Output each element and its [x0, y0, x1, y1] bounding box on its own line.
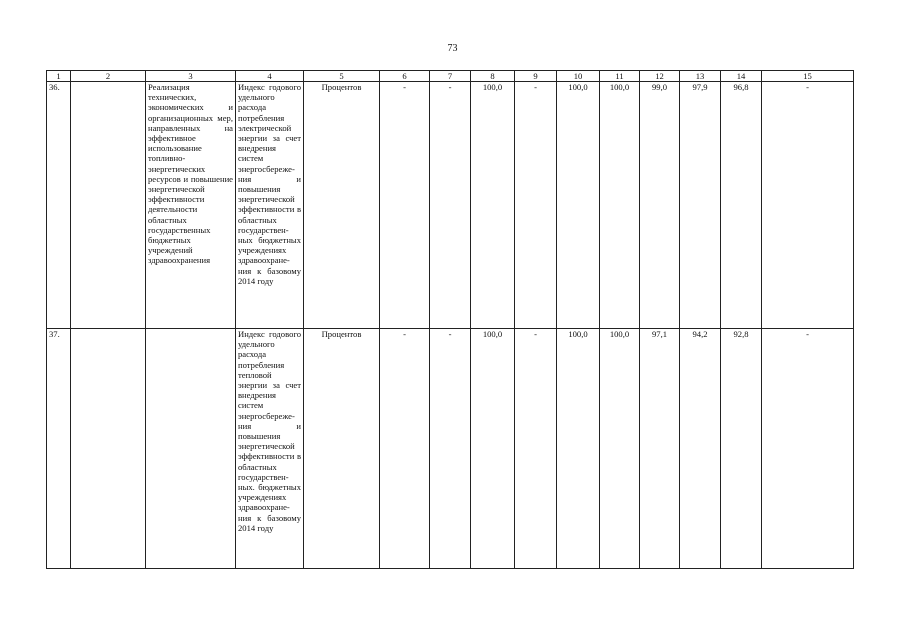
- value-cell: 100,0: [557, 82, 600, 329]
- column-header: 11: [600, 71, 640, 82]
- row-col2: [71, 82, 146, 329]
- row-number: 37.: [47, 329, 71, 569]
- value-cell: 99,0: [640, 82, 680, 329]
- value-cell: 97,9: [680, 82, 721, 329]
- value-cell: -: [380, 82, 430, 329]
- value-cell: 94,2: [680, 329, 721, 569]
- column-header: 6: [380, 71, 430, 82]
- value-cell: 100,0: [600, 82, 640, 329]
- table-row: [47, 329, 854, 569]
- value-cell: -: [515, 82, 557, 329]
- column-header: 12: [640, 71, 680, 82]
- value-cell: 97,1: [640, 329, 680, 569]
- value-cell: 100,0: [557, 329, 600, 569]
- column-header: 4: [236, 71, 304, 82]
- value-cell: 100,0: [600, 329, 640, 569]
- table-row: [47, 82, 854, 329]
- column-header: 3: [146, 71, 236, 82]
- value-cell: -: [762, 329, 854, 569]
- measure-cell: Реализация технических, экономических и организационных мер, направленных на эффективное использование топливно-энергетических ресурсов и повышение энергетической эффективности деятельности областных государственных бюджетных учреждений здравоохранения: [146, 82, 236, 329]
- row-col2: [71, 329, 146, 569]
- page-number: 73: [447, 43, 458, 54]
- column-header: 2: [71, 71, 146, 82]
- column-number-row: [47, 71, 854, 82]
- column-header: 9: [515, 71, 557, 82]
- column-header: 15: [762, 71, 854, 82]
- unit-cell: Процентов: [304, 329, 380, 569]
- value-cell: -: [762, 82, 854, 329]
- unit-cell: Процентов: [304, 82, 380, 329]
- column-header: 10: [557, 71, 600, 82]
- column-header: 7: [430, 71, 471, 82]
- value-cell: -: [515, 329, 557, 569]
- value-cell: -: [380, 329, 430, 569]
- column-header: 14: [721, 71, 762, 82]
- column-header: 1: [47, 71, 71, 82]
- value-cell: -: [430, 329, 471, 569]
- value-cell: 92,8: [721, 329, 762, 569]
- value-cell: 100,0: [471, 329, 515, 569]
- indicator-cell: Индекс годового удельного расхода потребления тепловой энергии за счет внедрения систем энергосбереже-ния и повышения энергетической эффективности в областных государствен-ных. бюджетных учреждениях здравоохране-ния к базовому 2014 году: [236, 329, 304, 569]
- row-number: 36.: [47, 82, 71, 329]
- value-cell: -: [430, 82, 471, 329]
- value-cell: 100,0: [471, 82, 515, 329]
- program-indicators-table: [46, 70, 854, 569]
- value-cell: 96,8: [721, 82, 762, 329]
- measure-cell: [146, 329, 236, 569]
- column-header: 13: [680, 71, 721, 82]
- column-header: 8: [471, 71, 515, 82]
- indicator-cell: Индекс годового удельного расхода потребления электрической энергии за счет внедрения систем энергосбереже-ния и повышения энергетической эффективности в областных государствен-ных бюджетных учреждениях здравоохране-ния к базовому 2014 году: [236, 82, 304, 329]
- column-header: 5: [304, 71, 380, 82]
